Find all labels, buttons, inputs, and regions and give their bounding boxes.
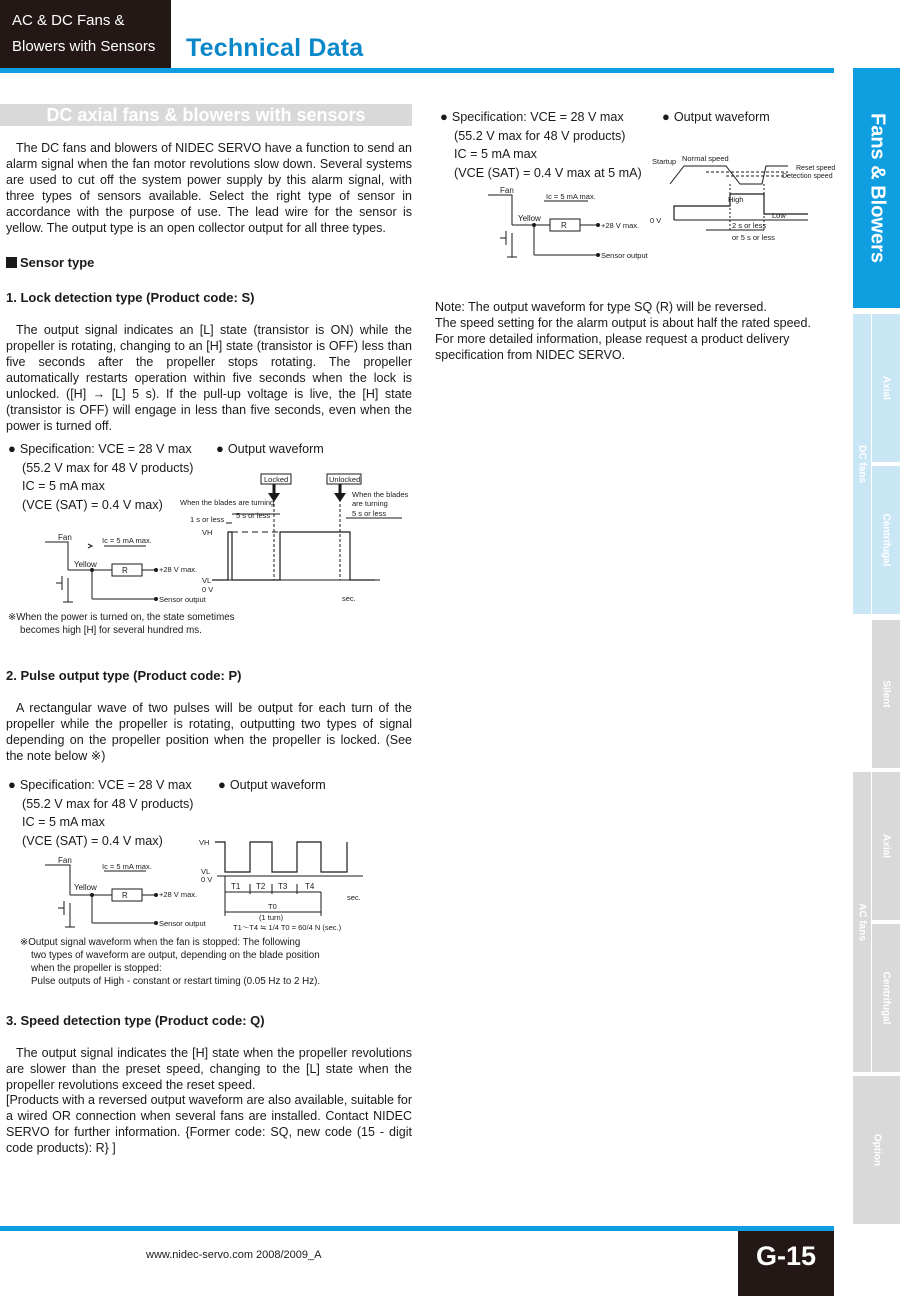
pulse-spec-line4: (VCE (SAT) = 0.4 V max) xyxy=(22,833,163,848)
lock-spec-line2: (55.2 V max for 48 V products) xyxy=(22,460,194,475)
speed-note-1: Note: The output waveform for type SQ (R) will be reversed. xyxy=(435,300,767,314)
sidebar-tab-label: Centrifugal xyxy=(880,513,892,567)
startup-label: Startup xyxy=(652,157,677,166)
pulse-note-line3: when the propeller is stopped: xyxy=(31,963,162,974)
pulse-note xyxy=(20,936,360,988)
sidebar-tab-axial-dc[interactable] xyxy=(872,314,900,462)
sensor-type-heading xyxy=(6,255,94,270)
sidebar-main-tab[interactable] xyxy=(853,68,900,308)
speed-circuit-yellow-label: Yellow xyxy=(518,214,541,223)
lock-waveform-label: ● Output waveform xyxy=(216,440,324,459)
lock-waveform-diagram xyxy=(170,470,415,610)
pulse-note-line1: ※Output signal waveform when the fan is stopped: The following xyxy=(20,937,301,948)
normal-speed-label: Normal speed xyxy=(682,154,729,163)
five-sec-label-a: 5 s or less xyxy=(236,511,271,520)
pulse-waveform-diagram xyxy=(195,832,380,934)
speed-spec-line4: (VCE (SAT) = 0.4 V max at 5 mA) xyxy=(454,165,642,180)
sidebar-tab-label: Option xyxy=(871,1133,882,1167)
lock-note-line2: becomes high [H] for several hundred ms. xyxy=(20,625,202,636)
speed-heading: 3. Speed detection type (Product code: Q) xyxy=(6,1013,265,1028)
blades-turning-right-line2: are turning xyxy=(352,499,388,508)
speed-body-2: [Products with a reversed output waveform are also available, suitable for a wired OR connection when several fans are installed. Contact NIDEC SERVO for further information. {Former code: SQ, new code (15 - digit code products): R} ] xyxy=(6,1093,412,1155)
pulse-note-line2: two types of waveform are output, depending on the blade position xyxy=(31,950,320,961)
t2-label: T2 xyxy=(256,882,266,891)
unlocked-label: Unlocked xyxy=(329,475,361,484)
sidebar-tab-centrifugal-ac[interactable] xyxy=(872,924,900,1072)
sensor-type-label: Sensor type xyxy=(20,255,95,270)
category-line-1: AC & DC Fans & xyxy=(12,12,125,29)
pulse-circuit-output-label: Sensor output xyxy=(159,919,206,928)
speed-note-2: The speed setting for the alarm output is about half the rated speed. xyxy=(435,316,811,330)
sidebar-tab-label: Axial xyxy=(880,834,892,858)
pulse-heading: 2. Pulse output type (Product code: P) xyxy=(6,668,242,683)
intro-paragraph: The DC fans and blowers of NIDEC SERVO have a function to send an alarm signal when the fan motor revolutions slow down. Several systems are used to cut off the system power supply by this alarm signal, with three types of sensors available. Select the right type of sensor in accordance with the purpose of use. The lead wire for the sensor is yellow. The output type is an open collector output for all three types. xyxy=(6,141,412,235)
pulse-circuit-ic-label: Ic = 5 mA max. xyxy=(102,862,152,871)
pulse-circuit-diagram xyxy=(0,855,215,935)
circuit-fan-label: Fan xyxy=(58,533,72,542)
pulse-circuit-fan-label: Fan xyxy=(58,856,72,865)
vl-label: VL xyxy=(202,576,212,585)
speed-circuit-diagram xyxy=(470,185,660,265)
pulse-spec-line3: IC = 5 mA max xyxy=(22,815,105,829)
circuit-voltage-label: +28 V max. xyxy=(159,565,198,574)
blades-turning-left-label: When the blades are turning xyxy=(180,498,275,507)
lock-spec-line1: ● Specification: VCE = 28 V max xyxy=(8,440,208,459)
footer-url: www.nidec-servo.com 2008/2009_A xyxy=(146,1249,322,1261)
locked-label: Locked xyxy=(264,475,289,484)
sidebar-tab-silent[interactable] xyxy=(872,620,900,768)
pulse-waveform-label: ● Output waveform xyxy=(218,776,326,795)
footer-rule xyxy=(0,1226,834,1231)
speed-notes xyxy=(435,299,841,363)
pulse-formula: T1〜T4 ≒ 1/4 T0 = 60/4 N (sec.) xyxy=(233,923,342,932)
pulse-spec xyxy=(8,776,208,850)
t4-label: T4 xyxy=(305,882,315,891)
pulse-sec-label: sec. xyxy=(347,893,361,902)
detection-speed-label: Detection speed xyxy=(782,173,833,180)
blades-turning-right-line1: When the blades xyxy=(352,490,409,499)
pulse-circuit-voltage-label: +28 V max. xyxy=(159,890,198,899)
speed-waveform-diagram xyxy=(648,150,838,245)
sec-label: sec. xyxy=(342,594,356,603)
pulse-circuit-r-label: R xyxy=(122,891,128,900)
reset-speed-label: Reset speed xyxy=(796,165,836,172)
sidebar-dc-label: DC fans xyxy=(856,445,868,483)
one-sec-label: 1 s or less xyxy=(190,515,225,524)
speed-circuit-output-label: Sensor output xyxy=(601,251,648,260)
speed-circuit-fan-label: Fan xyxy=(500,186,514,195)
speed-note-3: For more detailed information, please request a product delivery specification from NIDEC SERVO. xyxy=(435,332,790,362)
pulse-spec-line1: ● Specification: VCE = 28 V max xyxy=(8,776,208,795)
sidebar-tab-centrifugal-dc[interactable] xyxy=(872,466,900,614)
pulse-spec-line2: (55.2 V max for 48 V products) xyxy=(22,796,194,811)
speed-spec xyxy=(440,108,655,182)
pulse-zero-label: 0 V xyxy=(201,875,213,884)
pulse-circuit-yellow-label: Yellow xyxy=(74,883,97,892)
or-five-sec-label: or 5 s or less xyxy=(732,233,775,242)
sidebar-tab-option[interactable] xyxy=(853,1076,900,1224)
two-sec-label: 2 s or less xyxy=(732,221,767,230)
lock-spec-line4: (VCE (SAT) = 0.4 V max) xyxy=(22,497,163,512)
five-sec-label-b: 5 s or less xyxy=(352,509,387,518)
circuit-yellow-label: Yellow xyxy=(74,560,97,569)
pulse-note-line4: Pulse outputs of High - constant or restart timing (0.05 Hz to 2 Hz). xyxy=(31,976,321,987)
one-turn-label: (1 turn) xyxy=(259,913,284,922)
speed-waveform-label: ● Output waveform xyxy=(662,108,770,127)
header-rule xyxy=(0,68,834,73)
lock-spec-line3: IC = 5 mA max xyxy=(22,479,105,493)
t3-label: T3 xyxy=(278,882,288,891)
pulse-body: A rectangular wave of two pulses will be output for each turn of the propeller while the propeller is rotating, outputting two types of signal depending on the propeller position when the propeller is locked. (See the note below ※) xyxy=(6,701,412,763)
sidebar-ac-group xyxy=(853,772,871,1072)
speed-spec-line3: IC = 5 mA max xyxy=(454,147,537,161)
speed-circuit-ic-label: Ic = 5 mA max. xyxy=(546,192,596,201)
t1-label: T1 xyxy=(231,882,241,891)
sidebar-tab-axial-ac[interactable] xyxy=(872,772,900,920)
speed-zero-label: 0 V xyxy=(650,216,662,225)
section-banner: DC axial fans & blowers with sensors xyxy=(0,104,412,126)
high-label: High xyxy=(728,195,744,204)
sidebar-dc-group xyxy=(853,314,871,614)
sidebar-tab-label: Centrifugal xyxy=(880,971,892,1025)
sidebar-tab-label: Axial xyxy=(880,376,892,400)
lock-body: The output signal indicates an [L] state (transistor is ON) while the propeller is rotating, changing to an [H] state (transistor is OFF) less than five seconds after the propeller stops rotating. The propeller automatically restarts operation within five seconds when the lock is unlocked. ([H] → [L] 5 s). If the pull-up voltage is live, the [H] state (transistor is OFF) will engage in less than five seconds, even when the power is turned off. xyxy=(6,323,412,433)
circuit-ic-label: Ic = 5 mA max. xyxy=(102,536,152,545)
category-label xyxy=(0,0,171,68)
pulse-vl-label: VL xyxy=(201,867,211,876)
circuit-output-label: Sensor output xyxy=(159,595,206,604)
speed-spec-line1: ● Specification: VCE = 28 V max xyxy=(440,108,655,127)
page-title: Technical Data xyxy=(186,34,364,62)
sidebar-ac-label: AC fans xyxy=(856,903,868,941)
lock-heading: 1. Lock detection type (Product code: S) xyxy=(6,290,255,305)
speed-circuit-voltage-label: +28 V max. xyxy=(601,221,640,230)
lock-note xyxy=(8,611,338,637)
square-bullet-icon xyxy=(6,257,17,268)
t0-label: T0 xyxy=(268,902,277,911)
category-line-2: Blowers with Sensors xyxy=(12,38,156,55)
vh-label: VH xyxy=(202,528,213,537)
sidebar-tab-label: Silent xyxy=(880,680,892,708)
speed-spec-line2: (55.2 V max for 48 V products) xyxy=(454,128,626,143)
pulse-vh-label: VH xyxy=(199,838,210,847)
speed-body-1: The output signal indicates the [H] state when the propeller revolutions are slower than the preset speed, changing to the [L] state when the propeller revolutions exceed the reset speed. xyxy=(6,1046,412,1092)
low-label: Low xyxy=(772,211,786,220)
speed-circuit-r-label: R xyxy=(561,221,567,230)
sidebar-main-label: Fans & Blowers xyxy=(866,112,888,264)
zero-volt-label: 0 V xyxy=(202,585,214,594)
page-number: G-15 xyxy=(738,1231,834,1296)
circuit-r-label: R xyxy=(122,566,128,575)
lock-note-line1: ※When the power is turned on, the state sometimes xyxy=(8,612,235,623)
